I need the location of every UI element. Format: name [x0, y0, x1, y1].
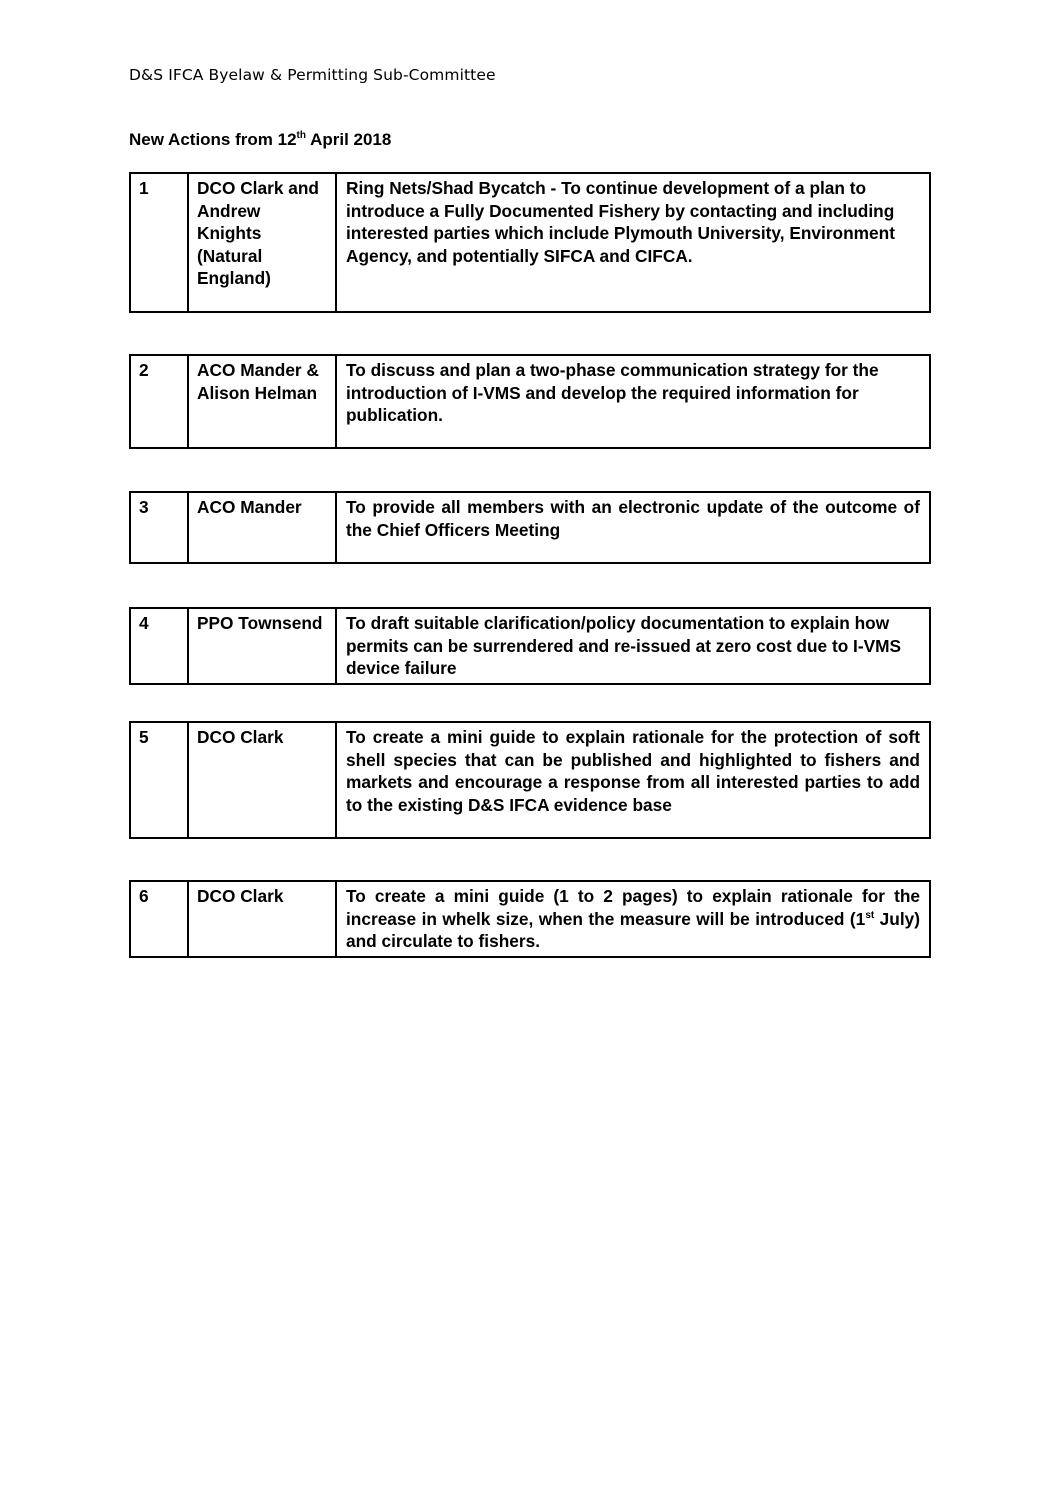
- action-row: [130, 492, 930, 563]
- action-owner: DCO Clark: [188, 881, 336, 957]
- action-owner: PPO Townsend: [188, 608, 336, 684]
- action-row: [130, 173, 930, 312]
- action-table-3: [129, 491, 931, 564]
- action-description: [336, 881, 930, 957]
- action-description: To draft suitable clarification/policy documentation to explain how permits can be surrendered and re-issued at zero cost due to I-VMS device failure: [336, 608, 930, 684]
- action-description: Ring Nets/Shad Bycatch - To continue development of a plan to introduce a Fully Documented Fishery by contacting and including interested parties which include Plymouth University, Environment Agency, and potentially SIFCA and CIFCA.: [336, 173, 930, 312]
- action-table-1: [129, 172, 931, 313]
- action-owner: ACO Mander & Alison Helman: [188, 355, 336, 448]
- heading-suffix: April 2018: [305, 130, 392, 149]
- heading-prefix: New Actions from 12: [129, 130, 297, 149]
- action-text-after: July) and circulate to fishers.: [346, 908, 921, 951]
- heading-superscript: th: [296, 130, 306, 141]
- action-row: [130, 355, 930, 448]
- action-table-2: [129, 354, 931, 449]
- action-table-4: [129, 607, 931, 685]
- action-row: [130, 722, 930, 838]
- page-header: D&S IFCA Byelaw & Permitting Sub-Committee: [129, 66, 496, 84]
- action-owner: DCO Clark: [188, 722, 336, 838]
- action-row: [130, 608, 930, 684]
- action-number: 6: [130, 881, 188, 957]
- action-table-5: [129, 721, 931, 839]
- action-table-6: [129, 880, 931, 958]
- action-description: To create a mini guide to explain rationale for the protection of soft shell species that can be published and highlighted to fishers and markets and encourage a response from all interested parties to add to the existing D&S IFCA evidence base: [336, 722, 930, 838]
- action-owner: ACO Mander: [188, 492, 336, 563]
- action-number: 1: [130, 173, 188, 312]
- action-text-before: To create a mini guide (1 to 2 pages) to explain rationale for the increase in whelk size, when the measure will be introduced (1: [346, 886, 920, 929]
- page-heading: [129, 130, 391, 150]
- action-description: To discuss and plan a two-phase communication strategy for the introduction of I-VMS and develop the required information for publication.: [336, 355, 930, 448]
- action-number: 4: [130, 608, 188, 684]
- action-number: 3: [130, 492, 188, 563]
- action-text-superscript: st: [865, 909, 875, 921]
- action-owner: DCO Clark and Andrew Knights (Natural England): [188, 173, 336, 312]
- action-number: 2: [130, 355, 188, 448]
- action-description: To provide all members with an electronic update of the outcome of the Chief Officers Meeting: [336, 492, 930, 563]
- action-row: [130, 881, 930, 957]
- action-number: 5: [130, 722, 188, 838]
